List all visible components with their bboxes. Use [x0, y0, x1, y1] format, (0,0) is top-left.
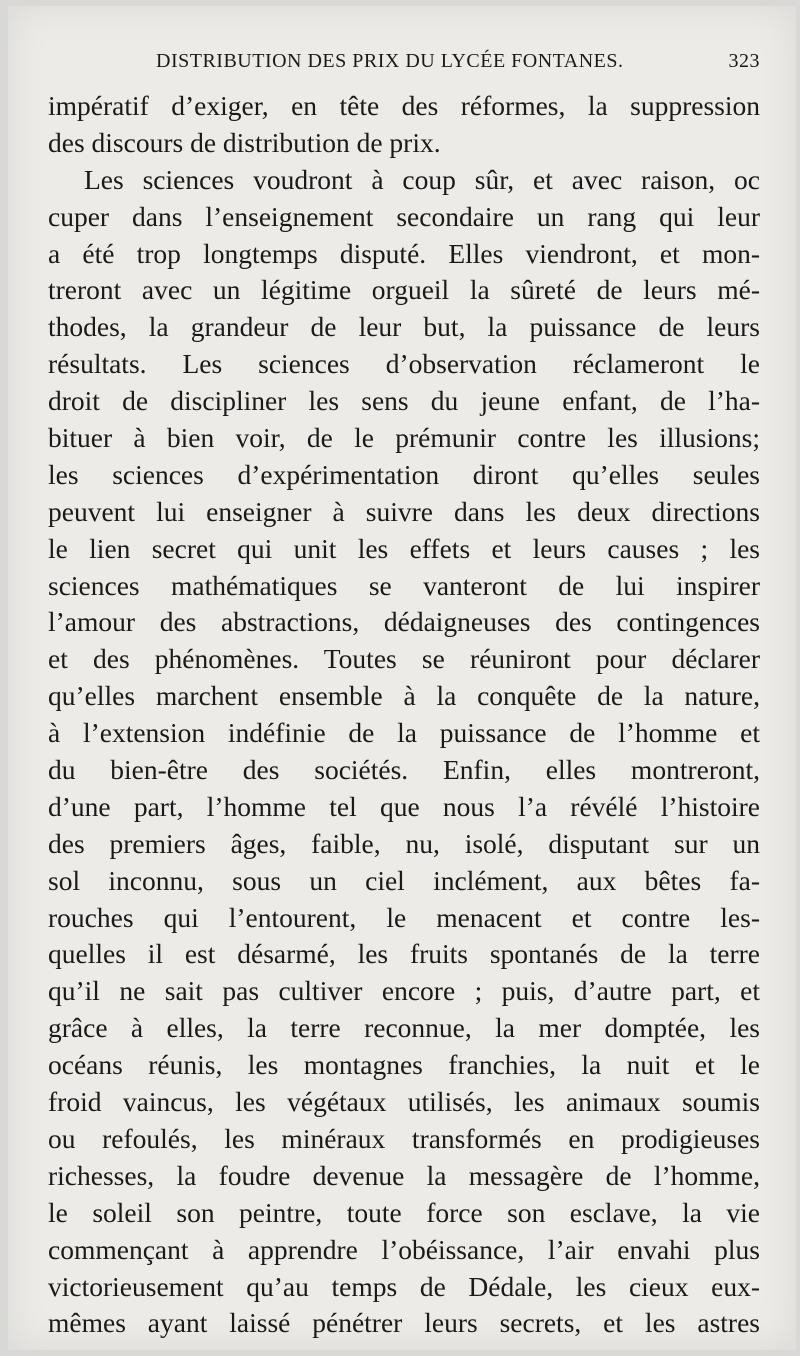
text-line: à l’extension indéfinie de la puissance de l’homme et [48, 717, 760, 749]
text-line: qu’il ne sait pas cultiver encore ; puis, d’autre part, et [48, 975, 760, 1007]
text-line: les sciences d’expérimentation diront qu’elles seules [48, 458, 760, 490]
text-line: bituer à bien voir, de le prémunir contre les illusions; [48, 422, 760, 454]
text-line: ou refoulés, les minéraux transformés en prodigieuses [48, 1122, 760, 1154]
text-line: qu’elles marchent ensemble à la conquête de la nature, [48, 680, 760, 712]
text-line: mêmes ayant laissé pénétrer leurs secrets, et les astres [48, 1307, 760, 1339]
text-line: quelles il est désarmé, les fruits spontanés de la terre [48, 938, 760, 970]
text-line: Les sciences voudront à coup sûr, et avec raison, oc [84, 163, 760, 195]
text-line: cuper dans l’enseignement secondaire un rang qui leur [48, 200, 760, 232]
text-line: résultats. Les sciences d’observation réclameront le [48, 348, 760, 380]
text-line: droit de discipliner les sens du jeune enfant, de l’ha- [48, 385, 760, 417]
page-number: 323 [728, 50, 760, 72]
text-line: froid vaincus, les végétaux utilisés, les animaux soumis [48, 1086, 760, 1118]
running-title: DISTRIBUTION DES PRIX DU LYCÉE FONTANES. [156, 50, 624, 72]
text-line: thodes, la grandeur de leur but, la puissance de leurs [48, 311, 760, 343]
text-line: le soleil son peintre, toute force son esclave, la vie [48, 1196, 760, 1228]
text-line: impératif d’exiger, en tête des réformes, la suppression [48, 90, 760, 121]
text-line: treront avec un légitime orgueil la sûreté de leurs mé- [48, 274, 760, 306]
text-line: commençant à apprendre l’obéissance, l’air envahi plus [48, 1233, 760, 1265]
text-line: des premiers âges, faible, nu, isolé, disputant sur un [48, 827, 760, 859]
text-line: rouches qui l’entourent, le menacent et contre les- [48, 901, 760, 933]
text-line: richesses, la foudre devenue la messagère de l’homme, [48, 1159, 760, 1191]
body-text [48, 88, 760, 1342]
text-line: le lien secret qui unit les effets et leurs causes ; les [48, 532, 760, 564]
text-line: sciences mathématiques se vanteront de lui inspirer [48, 569, 760, 601]
text-line: et des phénomènes. Toutes se réuniront pour déclarer [48, 643, 760, 675]
text-line: des discours de distribution de prix. [48, 126, 441, 158]
text-line: du bien-être des sociétés. Enfin, elles montreront, [48, 754, 760, 786]
book-page [8, 6, 796, 1350]
text-line: sol inconnu, sous un ciel inclément, aux bêtes fa- [48, 864, 760, 896]
text-line: peuvent lui enseigner à suivre dans les deux directions [48, 495, 760, 527]
text-line: d’une part, l’homme tel que nous l’a révélé l’histoire [48, 790, 760, 822]
text-line: victorieusement qu’au temps de Dédale, les cieux eux- [48, 1270, 760, 1302]
text-line: grâce à elles, la terre reconnue, la mer domptée, les [48, 1012, 760, 1044]
text-line: l’amour des abstractions, dédaigneuses des contingences [48, 606, 760, 638]
running-head [48, 50, 760, 80]
text-line: océans réunis, les montagnes franchies, la nuit et le [48, 1049, 760, 1081]
text-line: a été trop longtemps disputé. Elles viendront, et mon- [48, 237, 760, 269]
